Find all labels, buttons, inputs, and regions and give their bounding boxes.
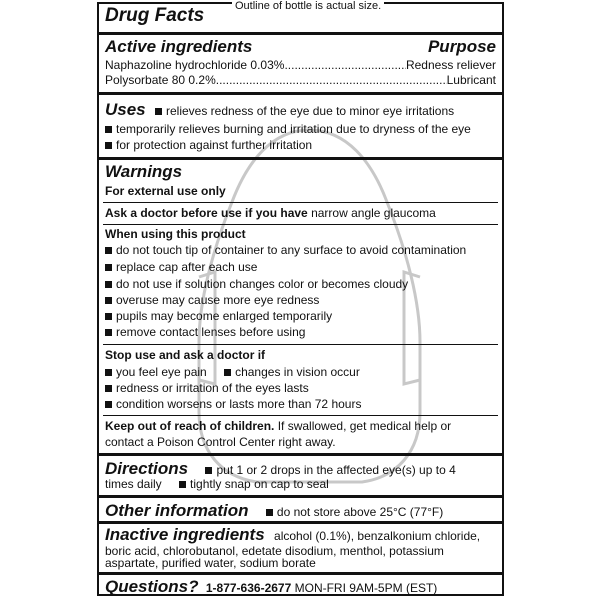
phone-number: 1-877-636-2677 — [205, 581, 292, 595]
uses-row-1 — [105, 100, 496, 120]
bullet-icon — [179, 481, 186, 488]
questions-heading: Questions? — [105, 577, 199, 596]
directions-heading: Directions — [105, 459, 189, 478]
other-info-item: do not store above 25°C (77°F) — [276, 505, 444, 519]
when-using-text: overuse may cause more eye redness — [116, 293, 320, 307]
divider — [103, 415, 498, 416]
stop-use-row-3 — [105, 397, 496, 413]
ask-doctor-line — [105, 206, 496, 222]
bullet-icon — [105, 264, 112, 271]
questions-row — [105, 577, 496, 597]
bottle-outline-note: Outline of bottle is actual size. — [232, 0, 384, 13]
external-use-line: For external use only — [105, 184, 226, 198]
bullet-icon — [105, 297, 112, 304]
uses-row-3 — [105, 138, 496, 154]
when-using-text: pupils may become enlarged temporarily — [116, 309, 333, 323]
other-info-heading: Other information — [105, 501, 249, 520]
uses-item: relieves redness of the eye due to minor eye irritations — [165, 104, 455, 118]
inactive-row-3: aspartate, purified water, sodium borate — [105, 556, 316, 570]
directions-item: put 1 or 2 drops in the affected eye(s) up to 4 — [216, 463, 456, 477]
active-ingredients-heading: Active ingredients — [105, 37, 253, 56]
stop-use-row-1 — [105, 365, 496, 381]
purpose-heading: Purpose — [427, 37, 496, 56]
divider — [99, 521, 502, 524]
bullet-icon — [105, 281, 112, 288]
stop-use-item: condition worsens or lasts more than 72 hours — [116, 397, 362, 411]
bullet-icon — [105, 385, 112, 392]
keep-out-line-1 — [105, 419, 496, 435]
uses-item: for protection against further irritation — [116, 138, 313, 152]
inactive-row-2: boric acid, chlorobutanol, edetate disodium, menthol, potassium — [105, 544, 444, 558]
page-title: Drug Facts — [105, 5, 205, 26]
bullet-icon — [266, 509, 273, 516]
divider — [99, 495, 502, 498]
active-item-purpose: Redness reliever — [405, 58, 496, 72]
bullet-icon — [105, 401, 112, 408]
inactive-text: alcohol (0.1%), benzalkonium chloride, — [274, 529, 481, 543]
active-item-1 — [105, 58, 496, 74]
when-using-item — [105, 309, 496, 325]
directions-row-2 — [105, 477, 496, 493]
when-using-item — [105, 260, 496, 276]
keep-out-bold: Keep out of reach of children. — [105, 419, 275, 433]
when-using-item — [105, 243, 496, 259]
directions-item-cont: times daily — [105, 477, 162, 491]
stop-use-item: redness or irritation of the eyes lasts — [116, 381, 309, 395]
bullet-icon — [105, 369, 112, 376]
stop-use-item: you feel eye pain — [116, 365, 207, 379]
warnings-heading-row — [105, 162, 496, 182]
directions-row-1 — [105, 459, 496, 479]
directions-item: tightly snap on cap to seal — [190, 477, 329, 491]
bullet-icon — [105, 126, 112, 133]
divider — [103, 202, 498, 203]
bullet-icon — [155, 108, 162, 115]
active-item-name: Naphazoline hydrochloride 0.03% — [105, 58, 285, 72]
divider — [103, 224, 498, 225]
bullet-icon — [105, 329, 112, 336]
divider — [99, 157, 502, 160]
stop-use-row-2 — [105, 381, 496, 397]
when-using-text: do not use if solution changes color or becomes cloudy — [116, 277, 409, 291]
ask-doctor-bold: Ask a doctor before use if you have — [105, 206, 308, 220]
when-using-text: remove contact lenses before using — [116, 325, 306, 339]
uses-heading: Uses — [105, 100, 146, 119]
bullet-icon — [224, 369, 231, 376]
divider — [99, 92, 502, 95]
bullet-icon — [105, 142, 112, 149]
leader-dots — [216, 73, 447, 89]
keep-out-text: If swallowed, get medical help or — [277, 419, 452, 433]
drug-facts-panel — [97, 2, 504, 596]
when-using-item — [105, 277, 496, 293]
bullet-icon — [105, 313, 112, 320]
active-item-name: Polysorbate 80 0.2% — [105, 73, 216, 87]
when-using-heading: When using this product — [105, 227, 246, 241]
keep-out-line-2: contact a Poison Control Center right away. — [105, 435, 336, 449]
active-item-2 — [105, 73, 496, 89]
bullet-icon — [105, 247, 112, 254]
when-using-text: do not touch tip of container to any surface to avoid contamination — [116, 243, 467, 257]
divider — [99, 572, 502, 575]
other-info-row — [105, 501, 496, 521]
inactive-ingredients-heading: Inactive ingredients — [105, 525, 265, 544]
bullet-icon — [205, 467, 212, 474]
uses-item: temporarily relieves burning and irritation due to dryness of the eye — [116, 122, 471, 136]
leader-dots — [284, 58, 406, 74]
inactive-row-1 — [105, 525, 496, 545]
active-heading-row — [105, 37, 496, 57]
when-using-text: replace cap after each use — [116, 260, 258, 274]
divider — [99, 32, 502, 35]
divider — [103, 344, 498, 345]
warnings-heading: Warnings — [105, 162, 183, 181]
stop-use-heading: Stop use and ask a doctor if — [105, 348, 266, 362]
stop-use-item: changes in vision occur — [235, 365, 360, 379]
when-using-item — [105, 293, 496, 309]
ask-doctor-text: narrow angle glaucoma — [311, 206, 436, 220]
divider — [99, 453, 502, 456]
uses-row-2 — [105, 122, 496, 138]
when-using-item — [105, 325, 496, 341]
hours-text: MON-FRI 9AM-5PM (EST) — [294, 581, 438, 595]
active-item-purpose: Lubricant — [446, 73, 496, 87]
